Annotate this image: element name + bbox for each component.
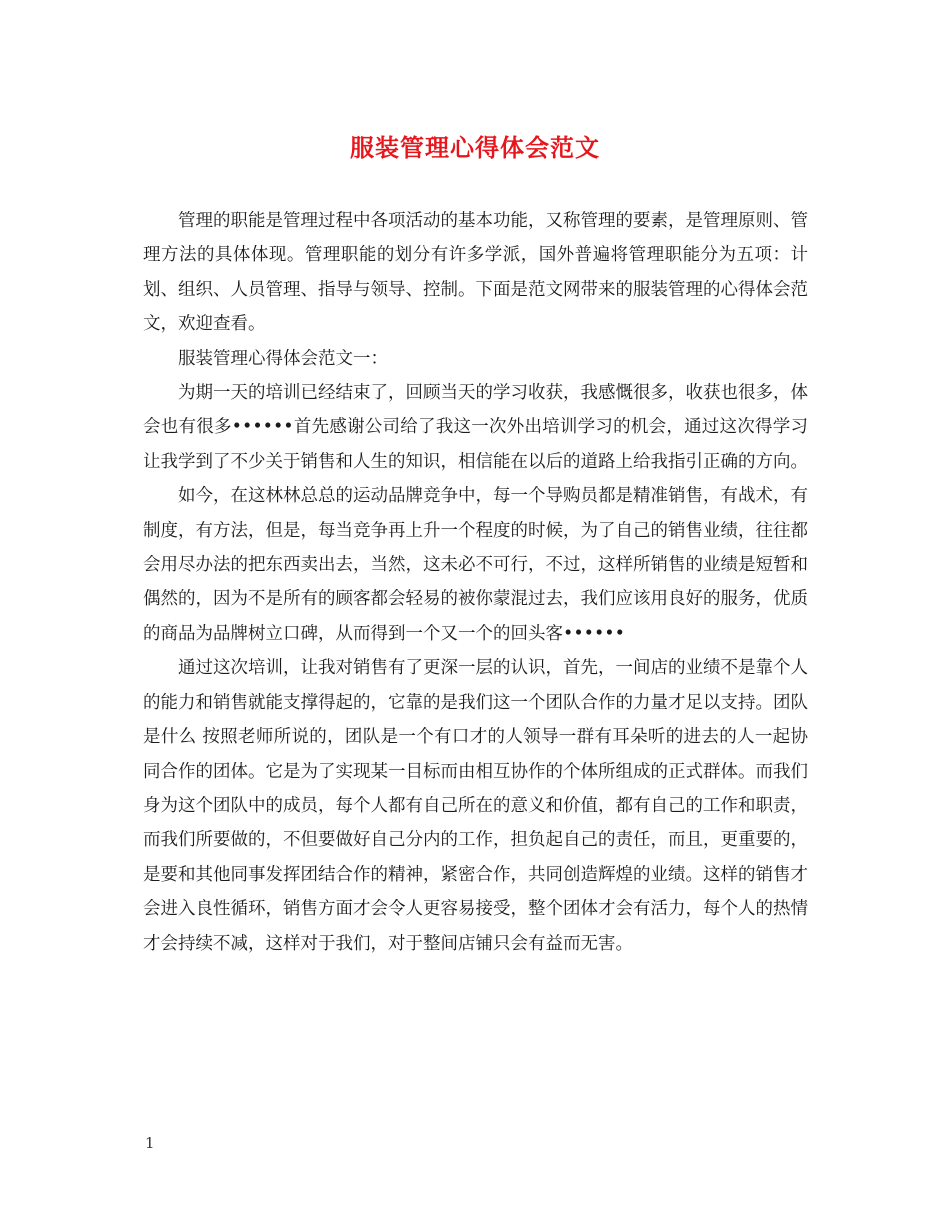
page-number: 1 <box>145 1134 155 1152</box>
document-title: 服装管理心得体会范文 <box>350 133 600 162</box>
paragraph-training-summary: 为期一天的培训已经结束了，回顾当天的学习收获，我感慨很多，收获也很多，体会也有很多••••••首先感谢公司给了我这一次外出培训学习的机会，通过这次得学习让我学到了不少关于销售和人生的知识，相信能在以后的道路上给我指引正确的方向。 <box>143 383 808 472</box>
paragraph-section-heading: 服装管理心得体会范文一： <box>178 348 388 369</box>
document-body <box>143 204 808 961</box>
paragraph-teamwork: 通过这次培训，让我对销售有了更深一层的认识，首先，一间店的业绩不是靠个人的能力和销售就能支撑得起的，它靠的是我们这一个团队合作的力量才足以支持。团队是什么 按照老师所说的，团队是一个有口才的人领导一群有耳朵听的进去的人一起协同合作的团体。它是为了实现某一目标而由相互协作的个体所组成的正式群体。而我们身为这个团队中的成员，每个人都有自己所在的意义和价值，都有自己的工作和职责，而我们所要做的，不但要做好自己分内的工作，担负起自己的责任，而且，更重要的，是要和其他同事发挥团结合作的精神，紧密合作，共同创造辉煌的业绩。这样的销售才会进入良性循环，销售方面才会令人更容易接受，整个团体才会有活力，每个人的热情才会持续不减，这样对于我们，对于整间店铺只会有益而无害。 <box>143 658 808 954</box>
paragraph-competition: 如今，在这林林总总的运动品牌竞争中，每一个导购员都是精准销售，有战术，有制度，有方法，但是，每当竞争再上升一个程度的时候，为了自己的销售业绩，往往都会用尽办法的把东西卖出去，当然，这未必不可行，不过，这样所销售的业绩是短暂和偶然的，因为不是所有的顾客都会轻易的被你蒙混过去，我们应该用良好的服务，优质的商品为品牌树立口碑，从而得到一个又一个的回头客•••••• <box>143 486 808 644</box>
paragraph-intro: 管理的职能是管理过程中各项活动的基本功能，又称管理的要素，是管理原则、管理方法的具体体现。管理职能的划分有许多学派，国外普遍将管理职能分为五项：计划、组织、人员管理、指导与领导、控制。下面是范文网带来的服装管理的心得体会范文，欢迎查看。 <box>143 211 808 335</box>
